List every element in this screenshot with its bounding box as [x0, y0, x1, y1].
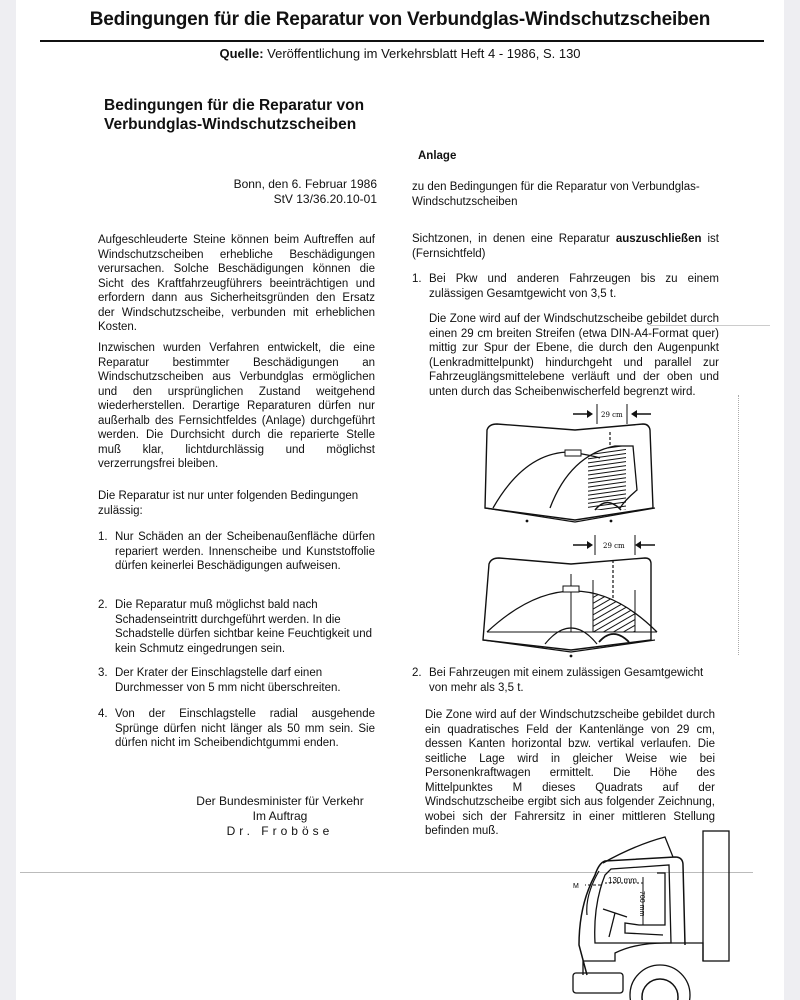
front-wheel	[642, 979, 678, 1000]
reference-number: StV 13/36.20.10-01	[273, 192, 377, 206]
condition-item	[98, 666, 375, 695]
zone-item-heading: Bei Fahrzeugen mit einem zulässigen Gesamtgewicht von mehr als 3,5 t.	[429, 667, 704, 694]
vertical-dimension: 700 mm	[638, 891, 645, 917]
windshield-outline	[483, 558, 651, 650]
signature-name: Dr. Froböse	[226, 824, 334, 838]
repair-exclusion-zone	[588, 446, 626, 510]
condition-item	[98, 707, 375, 751]
zones-intro-text-end: ist (Fernsichtfeld)	[412, 233, 719, 260]
title-divider	[40, 40, 764, 42]
windshield-outline	[485, 424, 653, 520]
scan-artifact-dashed	[738, 395, 740, 655]
width-dimension-label: 29 cm	[603, 542, 625, 550]
condition-item	[98, 598, 375, 656]
place-date: Bonn, den 6. Februar 1986	[233, 177, 377, 191]
letter-title-line1: Bedingungen für die Reparatur von	[104, 97, 365, 114]
condition-number: 2.	[98, 599, 108, 611]
point-m-label: M	[573, 883, 579, 890]
source-line	[0, 46, 800, 61]
windshield-diagram-car	[475, 400, 675, 530]
zones-intro	[412, 232, 719, 261]
horizontal-dimension: 130 mm	[608, 876, 637, 885]
width-dimension-label: 29 cm	[601, 411, 623, 419]
truck-cab-diagram	[565, 825, 765, 1000]
cargo-body	[703, 831, 729, 961]
condition-text: Die Reparatur muß möglichst bald nach Schadenseintritt durchgeführt werden. In die Schadstelle dürfen sichtbar keine Feuchtigkeit und kein Schmutz eingedrungen sein.	[115, 599, 372, 655]
condition-item	[98, 530, 375, 574]
conditions-intro: Die Reparatur ist nur unter folgenden Bedingungen zulässig:	[98, 490, 359, 517]
signature-on-behalf: Im Auftrag	[252, 809, 308, 823]
zone-item-1-heading	[412, 272, 719, 301]
mirror-icon	[563, 586, 579, 592]
wiper-field-left	[493, 452, 600, 508]
source-label: Quelle:	[219, 46, 264, 61]
intro-paragraph-1: Aufgeschleuderte Steine können beim Auftreffen auf Windschutzscheiben erhebliche Beschädigungen verursachen. Solche Beschädigungen können die Sicht des Kraftfahrzeugführers beeinträchtigen und erfordern dann aus Sicherheitsgründen den Ersatz der Windschutzscheibe, verbunden mit erheblichen Kosten.	[98, 234, 375, 333]
annex-title: Anlage	[418, 150, 457, 162]
wheel-arch	[630, 965, 690, 1000]
zone-item-1-body: Die Zone wird auf der Windschutzscheibe gebildet durch einen 29 cm breiten Streifen (etwa DIN-A4-Format quer) mittig zur Spur der Ebene, die durch den Augenpunkt (Lenkradmittelpunkt) hindurchgeht und parallel zur Fahrzeuglängsmittelebene verläuft und der oben und unten durch das Scheibenwischerfeld begrenzt wird.	[429, 313, 719, 398]
bumper	[573, 973, 623, 993]
signature-authority: Der Bundesminister für Verkehr	[196, 794, 364, 808]
document-title: Bedingungen für die Reparatur von Verbundglas-Windschutzscheiben	[89, 9, 711, 30]
letter-title-line2: Verbundglas-Windschutzscheiben	[104, 116, 357, 133]
steering-wheel-icon	[603, 909, 627, 937]
condition-text: Nur Schäden an der Scheibenaußenfläche dürfen repariert werden. Innenscheibe und Kunststoffolie dürfen keinerlei Beschädigungen aufweisen.	[115, 531, 375, 572]
zones-intro-emphasis: auszuschließen	[615, 233, 702, 245]
annex-subtitle: zu den Bedingungen für die Reparatur von Verbundglas-Windschutzscheiben	[412, 181, 700, 208]
zone-item-number: 2.	[412, 667, 422, 679]
condition-number: 4.	[98, 708, 108, 720]
windshield-diagram-car-variant	[475, 530, 675, 660]
zone-item-2-body: Die Zone wird auf der Windschutzscheibe gebildet durch ein quadratisches Feld der Kantenlänge von 29 cm, dessen Kanten horizontal bzw. vertikal verlaufen. Die seitliche Lage wird in gleicher Weise wie bei Personenkraftwagen ermittelt. Die Höhe des Mittelpunktes M dieses Quadrats auf der Windschutzscheibe ergibt sich aus folgender Zeichnung, wobei sich der Fahrersitz in einer mittleren Stellung befinden muß.	[425, 709, 715, 837]
letter-title	[104, 96, 364, 134]
condition-text: Der Krater der Einschlagstelle darf einen Durchmesser von 5 mm nicht überschreiten.	[115, 667, 341, 694]
zones-intro-text: Sichtzonen, in denen eine Reparatur	[412, 233, 616, 245]
zone-item-2-heading	[412, 666, 719, 695]
signature-block	[180, 794, 380, 839]
condition-number: 1.	[98, 531, 108, 543]
condition-text: Von der Einschlagstelle radial ausgehende Sprünge dürfen nicht länger als 50 mm sein. Sie dürfen nicht im Scheibendichtgummi enden.	[115, 708, 375, 749]
zone-item-heading: Bei Pkw und anderen Fahrzeugen bis zu einem zulässigen Gesamtgewicht von 3,5 t.	[429, 273, 719, 300]
scan-artifact-line	[650, 325, 770, 326]
source-text: Veröffentlichung im Verkehrsblatt Heft 4 - 1986, S. 130	[263, 46, 581, 61]
place-date-block	[220, 177, 377, 207]
mirror-icon	[565, 450, 581, 456]
zone-item-number: 1.	[412, 273, 422, 285]
steering-wheel-icon	[599, 634, 629, 642]
repair-exclusion-zone	[593, 570, 635, 632]
intro-paragraph-2: Inzwischen wurden Verfahren entwickelt, die eine Reparatur bestimmter Beschädigungen an Windschutzscheiben aus Verbundglas ermöglichen und den ursprünglichen Zustand weitgehend wiederherstellen. Derartige Reparaturen dürfen nur außerhalb des Fernsichtfeldes (Anlage) durchgeführt werden. Die Durchsicht durch die reparierte Stelle muß klar, lichtdurchlässig und möglichst verzerrungsfrei bleiben.	[98, 342, 375, 470]
condition-number: 3.	[98, 667, 108, 679]
